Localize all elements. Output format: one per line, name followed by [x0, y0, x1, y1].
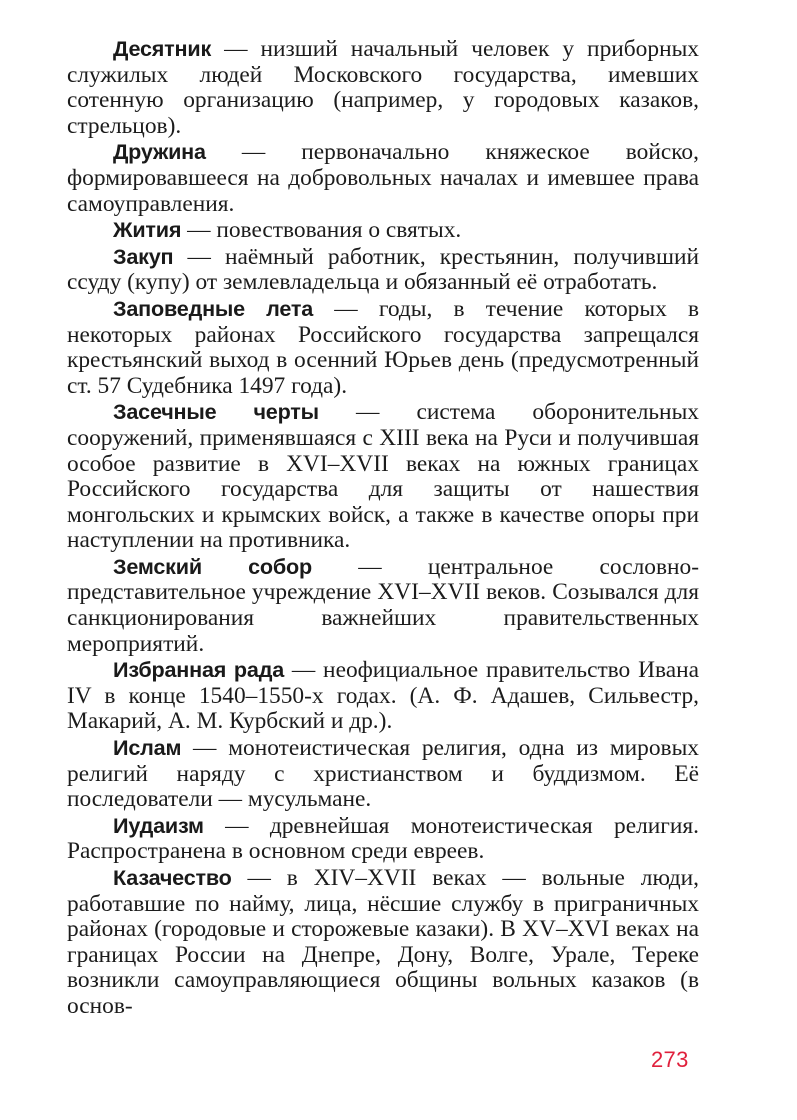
glossary-definition: низший начальный человек у приборных служилых людей Московского государства, имевших сотенную организацию (например, у городовых казаков, стрельцов). — [67, 36, 699, 139]
glossary-definition: неофициальное правительство Ивана IV в конце 1540–1550-х годах. (А. Ф. Адашев, Сильвестр, Макарий, А. М. Курбский и др.). — [67, 657, 699, 735]
glossary-entry-zhitiya: Жития — повествования о святых. — [113, 217, 462, 244]
glossary-entry-kazachestvo: Казачество — в XIV–XVII веках — вольные люди, работавшие по найму, лица, нёсшие службу в приграничных районах (городовые и сторожевые казаки). В XV–XVI веках на границах России на Днепре, Дону, Волге, Урале, Тереке возникли самоуправляющиеся общины вольных казаков (в основ- — [67, 865, 699, 1019]
glossary-definition: повествования о святых. — [216, 217, 462, 244]
glossary-term: Десятник — [113, 36, 212, 61]
glossary-entry-druzhina: Дружина — первоначально княжеское войско, формировавшееся на добровольных началах и имевшее права самоуправления. — [67, 139, 699, 217]
glossary-term: Иудаизм — [113, 812, 204, 838]
glossary-entry-zakup: Закуп — наёмный работник, крестьянин, получивший ссуду (купу) от землевладельца и обязанный её отработать. — [67, 243, 699, 296]
glossary-term: Казачество — [113, 865, 232, 890]
glossary-entry-desyatnik: Десятник — низший начальный человек у приборных служилых людей Московского государства, имевших сотенную организацию (например, у городовых казаков, стрельцов). — [67, 36, 699, 139]
glossary-term: Ислам — [113, 735, 182, 761]
glossary-definition: древнейшая монотеистическая религия. Распространена в основном среди евреев. — [67, 812, 699, 865]
glossary-entry-islam: Ислам — монотеистическая религия, одна из мировых религий наряду с христианством и буддизмом. Её последователи — мусульмане. — [67, 735, 699, 813]
page-number: 273 — [651, 1047, 689, 1072]
glossary-term: Заповедные лета — [113, 295, 314, 321]
glossary-entry-iudaizm: Иудаизм — древнейшая монотеистическая религия. Распространена в основном среди евреев. — [67, 812, 699, 865]
glossary-entry-zapovednye-leta: Заповедные лета — годы, в течение которых в некоторых районах Российского государства запрещался крестьянский выход в осенний Юрьев день (предусмотренный ст. 57 Судебника 1497 года). — [67, 295, 699, 399]
glossary-term: Засечные черты — [113, 399, 319, 425]
glossary-definition: первоначально княжеское войско, формировавшееся на добровольных началах и имевшее права самоуправления. — [67, 139, 699, 217]
glossary-definition: центральное сословно-представительное учреждение XVI–XVII веков. Созывался для санкционирования важнейших правительственных мероприятий. — [67, 553, 699, 657]
glossary-definition: система оборонительных сооружений, применявшаяся с XIII века на Руси и получившая особое развитие в XVI–XVII веках на южных границах Российского государства для защиты от нашествия монгольских и крымских войск, а также в качестве опоры при наступлении на противника. — [67, 399, 699, 554]
glossary-definition: в XIV–XVII веках — вольные люди, работавшие по найму, лица, нёсшие службу в приграничных районах (городовые и сторожевые казаки). В XV–XVI веках на границах России на Днепре, Дону, Волге, Урале, Тереке возникли самоуправляющиеся общины вольных казаков (в основ- — [67, 865, 699, 1019]
glossary-entry-izbrannaya-rada: Избранная рада — неофициальное правительство Ивана IV в конце 1540–1550-х годах. (А. Ф. Адашев, Сильвестр, Макарий, А. М. Курбский и др.). — [67, 657, 699, 735]
glossary-page — [67, 36, 699, 1020]
glossary-entry-zemsky-sobor: Земский собор — центральное сословно-представительное учреждение XVI–XVII веков. Созывался для санкционирования важнейших правительственных мероприятий. — [67, 553, 699, 657]
glossary-term: Избранная рада — [113, 657, 285, 683]
glossary-term: Жития — [113, 217, 182, 243]
glossary-term: Закуп — [113, 243, 174, 269]
glossary-definition: наёмный работник, крестьянин, получивший ссуду (купу) от землевладельца и обязанный её отработать. — [67, 243, 699, 296]
glossary-term: Земский собор — [113, 553, 313, 579]
glossary-term: Дружина — [113, 139, 206, 165]
glossary-definition: годы, в течение которых в некоторых районах Российского государства запрещался крестьянский выход в осенний Юрьев день (предусмотренный ст. 57 Судебника 1497 года). — [67, 295, 699, 399]
glossary-entry-zasechnye-cherty: Засечные черты — система оборонительных сооружений, применявшаяся с XIII века на Руси и получившая особое развитие в XVI–XVII веках на южных границах Российского государства для защиты от нашествия монгольских и крымских войск, а также в качестве опоры при наступлении на противника. — [67, 399, 699, 554]
glossary-definition: монотеистическая религия, одна из мировых религий наряду с христианством и буддизмом. Её последователи — мусульмане. — [67, 735, 699, 813]
